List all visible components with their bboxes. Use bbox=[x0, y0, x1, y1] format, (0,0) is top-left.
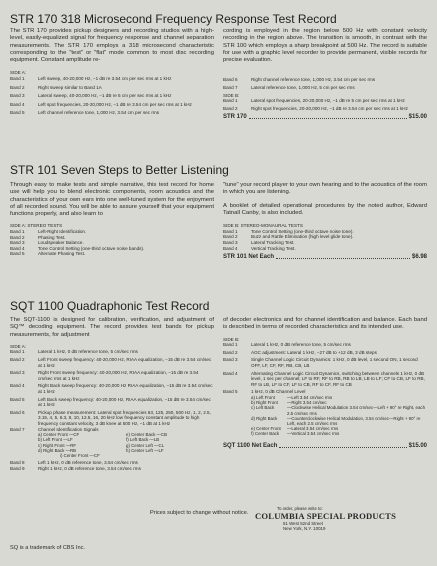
list-item: Band 5 1 kHz, 0 dB Channel Level bbox=[223, 389, 306, 395]
str170-side-a-cont-list bbox=[223, 77, 427, 90]
publisher-block bbox=[255, 506, 396, 531]
list-item bbox=[126, 453, 214, 458]
str170-side-b-heading: SIDE B: bbox=[223, 92, 240, 98]
str101-description-right-1: "tune" your record player to your own hearing and to the acoustics of the room in which you are listening. bbox=[223, 182, 427, 196]
str170-description-right: cording is employed in the region below 500 Hz with constant velocity recording in the region above. The transition is smooth, in contrast with the STR 100 which employs a sharp breakpoint at 500 Hz. The record is suitable for use with a graphic level recorder to provide permanent, visible records for precise evaluation. bbox=[223, 28, 427, 64]
channel-identification-list bbox=[38, 432, 214, 458]
str101-price-line bbox=[223, 254, 427, 261]
sqt1100-left-column bbox=[10, 317, 214, 471]
list-item: Band 5 Left Back sweep frequency: 40-20,000 Hz, RIAA equalization, −15 dB re 3.54 cm/sec at 1 kHz bbox=[10, 396, 211, 408]
str101-side-b-heading: SIDE B: STEREO-MONAURAL TESTS bbox=[223, 223, 303, 229]
list-item: Band 1 Lateral 1 kHz, 0 dB reference tone, 5 cm/sec rms bbox=[223, 342, 351, 348]
str101-side-a-heading: SIDE A: STEREO TESTS bbox=[10, 223, 63, 229]
list-item: Band 1 Left-Right Identification. bbox=[10, 229, 87, 235]
str101-description-left: Through easy to make tests and simple narrative, this test record for home use will help you to blend electronic components, room acoustics and the characteristics of your own ears into one well-tuned system for the enjoyment of all recorded sound. You will be able to assure yourself that your equipment functions properly, and also learn to bbox=[10, 182, 214, 218]
list-item: Band 2 Right sweep similar to Band 1A bbox=[10, 84, 102, 90]
list-item: Band 1 Left sweep, 40-20,000 Hz, −1 dB re 3.54 cm per sec rms at 1 kHz bbox=[10, 76, 172, 82]
channel-level-list bbox=[251, 395, 427, 437]
order-line: To order, please write to: bbox=[277, 506, 323, 511]
str170-side-b-list bbox=[223, 98, 427, 111]
sqt1100-side-b-heading: SIDE B: bbox=[223, 336, 240, 342]
publisher-name: COLUMBIA SPECIAL PRODUCTS bbox=[255, 511, 397, 521]
sqt1100-side-a-heading: SIDE A: bbox=[10, 343, 27, 349]
list-item: e) Center Back —CB bbox=[126, 432, 167, 438]
price-value: $6.98 bbox=[411, 254, 427, 261]
list-item: Band 2 Right spot frequencies, 20-20,000 Hz, −1 dB re 3.54 cm per sec rms at 1 kHz bbox=[223, 105, 408, 111]
list-item: Band 7 Lateral reference tone, 1,000 Hz, 5 cm per sec rms bbox=[223, 85, 355, 91]
price-leader-dots bbox=[279, 443, 406, 448]
address-line-2: New York, N.Y. 10019 bbox=[283, 526, 326, 532]
list-item: Band 3 Right Front sweep frequency: 40-20,000 Hz, RIAA equalization, −15 dB re 3.54 cm/sec rms at 1 kHz bbox=[10, 370, 199, 381]
list-item: g) Center Left —CL bbox=[126, 442, 165, 448]
list-item: Band 8 Left 1 kHz, 0 dB reference tone, 3.54 cm/sec rms bbox=[10, 460, 138, 466]
price-name: SQT 1100 Net Each bbox=[223, 442, 278, 449]
str170-price-line bbox=[223, 114, 427, 121]
str101-left-column bbox=[10, 182, 214, 261]
list-item: Band 9 Right 1 kHz, 0 dB reference tone, 3.54 cm/sec rms bbox=[10, 465, 141, 471]
sqt1100-price-line bbox=[223, 443, 427, 450]
sqt1100-body bbox=[10, 317, 427, 471]
list-item: Band 6 Pickup phase measurement: Lateral spot frequencies 63, 125, 250, 500 Hz, 1, 2, 2.5, 3.15, 4, 5, 6.3, 8, 10, 12.5, 16, 20 kHz low frequency constant amplitude to high frequency constant velocity, 3 dB knee at 500 Hz, −1 dB at 1 kHz bbox=[10, 409, 211, 427]
list-item: Band 2 Buzz and Rattle Elimination (high level glide tone). bbox=[223, 234, 354, 240]
list-item: i) Center Front —CF bbox=[60, 453, 100, 459]
list-item: a) Left Front —Left 3.54 cm/sec rms bbox=[251, 394, 333, 400]
list-item: d) Right Back —Counterclockwise Helical Modulation, 3.54 cm/sec—Right + 90° re Left, each 2.5 cm/sec rms bbox=[251, 415, 421, 426]
list-item: d) Right Back —RB bbox=[38, 447, 77, 453]
list-item: f) Center Back —Vertical 3.54 cm/sec rms bbox=[251, 431, 340, 437]
trademark-note: SQ is a trademark of CBS Inc. bbox=[10, 545, 85, 551]
str170-right-column bbox=[223, 28, 427, 121]
price-name: STR 170 bbox=[223, 114, 247, 121]
list-item: f) Left Back —LB bbox=[126, 437, 160, 443]
sqt1100-description-left: The SQT-1100 is designed for calibration, verification, and adjustment of SQ™ decoding equipment. The record provides test bands for pickup measurements, for adjustment bbox=[10, 317, 214, 338]
list-item: a) Center Front —CF bbox=[38, 432, 80, 438]
list-item: Band 1 Lateral 1 kHz, 0 dB reference tone, 5 cm/sec rms bbox=[10, 349, 138, 355]
list-item: Band 2 AGC adjustment: Lateral 1 kHz, −27 dB to +12 dB, 3 dB steps bbox=[223, 349, 377, 355]
address-line-1: 51 West 52nd Street bbox=[283, 521, 323, 526]
list-item: Band 4 Tone Control Setting (one-third octave noise bands). bbox=[10, 245, 145, 251]
str101-title: STR 101 Seven Steps to Better Listening bbox=[10, 163, 229, 177]
price-leader-dots bbox=[276, 254, 410, 259]
list-item: Band 4 Left spot frequencies, 20-20,000 Hz, −1 dB re 3.54 cm per sec rms at 1 kHz bbox=[10, 101, 192, 107]
list-item: Band 2 Phasing Test. bbox=[10, 234, 66, 240]
str101-body bbox=[10, 182, 427, 261]
sqt1100-title: SQT 1100 Quadraphonic Test Record bbox=[10, 299, 210, 313]
list-item: Band 5 Left channel reference tone, 1,000 Hz, 3.54 cm per sec rms bbox=[10, 110, 160, 116]
sqt1100-side-a-list bbox=[10, 349, 214, 471]
list-item: Band 2 Left Front sweep frequency: 40-20,000 Hz, RIAA equalization, −15 dB re 3.54 cm/sec at 1 kHz bbox=[10, 357, 212, 368]
list-item: Band 1 Lateral spot frequencies, 20-20,000 Hz, −1 dB re 5 cm per sec rms at 1 kHz bbox=[223, 98, 405, 104]
list-item: e) Center Front —Lateral 3.54 cm/sec rms bbox=[251, 426, 339, 432]
str170-side-a-list bbox=[10, 76, 214, 116]
str170-left-column bbox=[10, 28, 214, 121]
list-item: h) Center Left —LF bbox=[126, 447, 164, 453]
str101-description-right-2: A booklet of detailed operational procedures by the noted author, Edward Tatnall Canby, is also included. bbox=[223, 202, 427, 216]
list-item: Band 5 Alternate Phasing Test. bbox=[10, 251, 86, 257]
price-leader-dots bbox=[249, 114, 407, 119]
list-item: b) Right Front —Right 3.54 cm/sec bbox=[251, 400, 327, 406]
list-item: Band 3 Lateral sweep, 40-20,000 Hz, −1 dB re 5 cm per sec rms at 1 kHz bbox=[10, 93, 172, 99]
sqt1100-side-b-list bbox=[223, 342, 427, 436]
str101-side-b-list bbox=[223, 229, 427, 251]
list-item: c) Right Front —RF bbox=[38, 442, 77, 448]
price-value: $15.00 bbox=[408, 114, 427, 121]
price-value: $15.00 bbox=[408, 442, 427, 449]
list-item: Band 3 Single Channel Logic Circuit Dynamics: 1 kHz, 0 dB level, 1 second ON, 1 second OFF, LF, CF, RF, RB, CB, LB bbox=[223, 357, 418, 368]
str170-description-left: The STR 170 provides pickup designers and recording studios with a high-level, easily-equalized signal for frequency response and channel separation measurements. The STR 170 employs a 318 microsecond characteristic corresponding to the "test" or "flat" mode common to most disc recording equipment. Constant amplitude re- bbox=[10, 28, 214, 64]
str170-side-a-heading: SIDE A: bbox=[10, 70, 27, 76]
sqt1100-right-column bbox=[223, 317, 427, 471]
list-item: Band 4 Right Back sweep frequency: 40-20,000 Hz RIAA equalization, −15 dB re 3.54 cm/sec at 1 kHz bbox=[10, 383, 213, 395]
list-item: Band 3 Lateral Tracking Test. bbox=[223, 239, 295, 245]
list-item: b) Left Front —LF bbox=[38, 437, 73, 443]
list-item: Band 6 Right channel reference tone, 1,000 Hz, 3.54 cm per sec rms bbox=[223, 77, 376, 83]
str170-title: STR 170 318 Microsecond Frequency Response Test Record bbox=[10, 12, 337, 26]
list-item: Band 4 Alternating Channel Logic Circuit Dynamics, switching between channels 1 kHz, 0 dB level, 1 sec per channel; LF to RF, RF to RB, RB to LB, LB to LF; CF to CB, LF to RB, RF to LB, LF to CF, LF to CB, RF to CF, RF to CB bbox=[223, 370, 425, 387]
list-item: Band 7 Channel Identification Signals bbox=[10, 426, 99, 432]
list-item: c) Left Back —Clockwise Helical Modulation 3.54 cm/sec—Left + 90° re Right, each 2.5 cm/sec rms bbox=[251, 405, 426, 416]
str170-body bbox=[10, 28, 427, 121]
str101-side-a-list bbox=[10, 229, 214, 257]
list-item: Band 1 Tone Control Setting (one-third octave noise tone). bbox=[223, 228, 354, 234]
sqt1100-description-right: of decoder electronics and for channel identification and balance. Each band is described in terms of recorded characteristics and its intended use. bbox=[223, 317, 427, 331]
list-item: Band 3 Loudspeaker Balance. bbox=[10, 240, 84, 246]
price-change-notice: Prices subject to change without notice. bbox=[150, 510, 249, 516]
list-item: Band 4 Vertical Tracking Test. bbox=[223, 245, 296, 251]
price-name: STR 101 Net Each bbox=[223, 254, 275, 261]
str101-right-column bbox=[223, 182, 427, 261]
